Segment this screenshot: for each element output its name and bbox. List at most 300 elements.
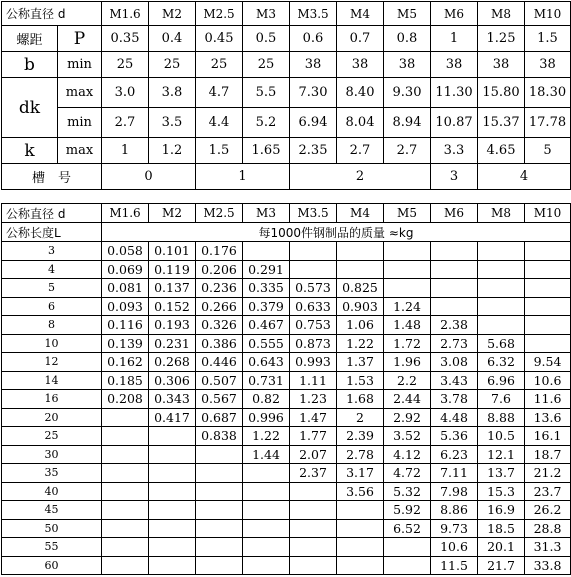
k-value: 1 [102,138,149,164]
mass-cell: 0.116 [102,316,149,335]
length-cell: 45 [2,501,102,520]
dk-max-label: max [58,78,102,108]
mass-cell: 0.343 [149,390,196,409]
dk-max-value: 4.7 [196,78,243,108]
mass-cell: 0.176 [196,242,243,261]
mass-cell: 13.6 [525,408,571,427]
mass-cell: 1.77 [290,427,337,446]
mass-nominal-label: 公称直径 d [2,204,102,223]
mass-cell: 0.507 [196,371,243,390]
table-row [2,427,571,446]
pitch-value: 0.45 [196,26,243,52]
k-value: 3.3 [431,138,478,164]
length-label: 公称长度L [2,223,102,242]
length-cell: 20 [2,408,102,427]
mass-cell [149,501,196,520]
mass-cell [290,501,337,520]
mass-cell [525,334,571,353]
mass-cell: 9.54 [525,353,571,372]
b-label: b [2,52,58,78]
mass-cell: 0.873 [290,334,337,353]
size-header: M6 [431,204,478,223]
slot-value: 2 [290,164,431,190]
mass-cell: 1.53 [337,371,384,390]
length-cell: 55 [2,538,102,557]
mass-cell [478,316,525,335]
table-row [2,297,571,316]
table-row [2,371,571,390]
mass-cell [384,242,431,261]
length-cell: 3 [2,242,102,261]
mass-cell: 0.903 [337,297,384,316]
mass-cell [525,316,571,335]
mass-cell: 0.326 [196,316,243,335]
mass-cell: 4.12 [384,445,431,464]
dk-min-label: min [58,108,102,138]
mass-cell: 31.3 [525,538,571,557]
mass-cell [102,556,149,575]
mass-cell: 0.446 [196,353,243,372]
mass-cell: 16.9 [478,501,525,520]
mass-cell: 0.731 [243,371,290,390]
k-value: 5 [525,138,571,164]
pitch-value: 0.35 [102,26,149,52]
pitch-value: 0.5 [243,26,290,52]
dk-min-value: 4.4 [196,108,243,138]
mass-cell [102,501,149,520]
mass-cell: 1.48 [384,316,431,335]
mass-cell: 0.993 [290,353,337,372]
mass-cell: 5.32 [384,482,431,501]
mass-cell [243,538,290,557]
size-header: M8 [478,2,525,26]
mass-cell: 0.687 [196,408,243,427]
mass-cell [196,556,243,575]
mass-cell [149,482,196,501]
mass-cell [102,427,149,446]
mass-cell: 3.78 [431,390,478,409]
mass-cell: 11.6 [525,390,571,409]
dk-max-row [2,78,571,108]
size-header: M5 [384,2,431,26]
mass-cell [525,297,571,316]
mass-cell: 0.996 [243,408,290,427]
mass-cell [525,260,571,279]
mass-cell: 0.139 [102,334,149,353]
mass-cell: 3.56 [337,482,384,501]
mass-cell: 2.38 [431,316,478,335]
mass-cell [478,242,525,261]
dk-max-value: 5.5 [243,78,290,108]
b-value: 38 [290,52,337,78]
mass-cell: 1.24 [384,297,431,316]
table-row [2,556,571,575]
table-row [2,519,571,538]
mass-cell: 5.36 [431,427,478,446]
dk-max-value: 8.40 [337,78,384,108]
mass-cell: 2.37 [290,464,337,483]
size-header: M2 [149,2,196,26]
table-row [2,353,571,372]
mass-cell: 26.2 [525,501,571,520]
mass-cell: 0.101 [149,242,196,261]
pitch-value: 1.25 [478,26,525,52]
table-row [2,242,571,261]
b-value: 25 [149,52,196,78]
length-cell: 16 [2,390,102,409]
mass-cell: 4.72 [384,464,431,483]
mass-cell: 0.119 [149,260,196,279]
mass-cell: 0.753 [290,316,337,335]
k-label: k [2,138,58,164]
mass-cell: 1.68 [337,390,384,409]
mass-cell [478,279,525,298]
mass-cell: 3.17 [337,464,384,483]
mass-cell: 0.137 [149,279,196,298]
k-value: 4.65 [478,138,525,164]
mass-cell: 0.573 [290,279,337,298]
size-header: M3 [243,204,290,223]
table-row [2,501,571,520]
size-header: M8 [478,204,525,223]
pitch-value: 0.8 [384,26,431,52]
mass-cell [525,279,571,298]
dk-min-value: 6.94 [290,108,337,138]
mass-cell: 0.335 [243,279,290,298]
slot-value: 1 [196,164,290,190]
slot-row [2,164,571,190]
mass-cell [243,482,290,501]
mass-header-row [2,204,571,223]
mass-cell [196,538,243,557]
mass-cell [384,260,431,279]
mass-cell [337,260,384,279]
mass-cell [149,445,196,464]
mass-cell [431,279,478,298]
mass-title: 每1000件钢制品的质量 ≈kg [102,223,571,242]
dk-min-value: 17.78 [525,108,571,138]
dk-max-value: 9.30 [384,78,431,108]
mass-cell: 8.86 [431,501,478,520]
length-cell: 5 [2,279,102,298]
mass-cell [525,242,571,261]
mass-cell: 6.32 [478,353,525,372]
pitch-value: 1 [431,26,478,52]
mass-cell [149,427,196,446]
mass-cell: 10.5 [478,427,525,446]
length-cell: 8 [2,316,102,335]
mass-cell [290,556,337,575]
mass-cell: 0.093 [102,297,149,316]
dk-min-value: 10.87 [431,108,478,138]
mass-cell: 3.52 [384,427,431,446]
mass-cell [290,260,337,279]
slot-label: 槽 号 [2,164,102,190]
length-cell: 6 [2,297,102,316]
dk-label: dk [2,78,58,138]
b-value: 25 [102,52,149,78]
spec-header-row [2,2,571,26]
table-row [2,390,571,409]
mass-cell: 1.37 [337,353,384,372]
mass-cell: 1.47 [290,408,337,427]
dk-min-value: 3.5 [149,108,196,138]
mass-cell [337,556,384,575]
mass-cell [290,482,337,501]
dk-min-value: 15.37 [478,108,525,138]
mass-cell [102,445,149,464]
table-row [2,445,571,464]
b-value: 38 [431,52,478,78]
mass-cell: 0.838 [196,427,243,446]
mass-cell: 0.206 [196,260,243,279]
mass-cell: 1.06 [337,316,384,335]
mass-cell [102,464,149,483]
mass-cell [337,501,384,520]
mass-cell: 16.1 [525,427,571,446]
size-header: M2.5 [196,204,243,223]
table-row [2,464,571,483]
mass-cell: 0.643 [243,353,290,372]
length-cell: 4 [2,260,102,279]
k-value: 2.7 [384,138,431,164]
mass-cell [243,556,290,575]
mass-cell [102,519,149,538]
table-row [2,279,571,298]
mass-cell [337,538,384,557]
pitch-row [2,26,571,52]
mass-cell [243,519,290,538]
mass-cell [196,501,243,520]
length-cell: 25 [2,427,102,446]
mass-cell: 21.7 [478,556,525,575]
mass-cell [337,519,384,538]
mass-cell: 0.069 [102,260,149,279]
table-row [2,316,571,335]
mass-table-body [2,204,571,575]
mass-cell: 18.5 [478,519,525,538]
k-value: 2.35 [290,138,337,164]
mass-cell [102,538,149,557]
mass-cell: 1.96 [384,353,431,372]
mass-cell [243,242,290,261]
table-row [2,538,571,557]
mass-cell: 9.73 [431,519,478,538]
mass-cell: 0.467 [243,316,290,335]
mass-cell: 21.2 [525,464,571,483]
size-header: M3.5 [290,204,337,223]
mass-cell: 23.7 [525,482,571,501]
mass-cell [196,464,243,483]
mass-cell: 28.8 [525,519,571,538]
mass-cell: 0.152 [149,297,196,316]
mass-title-row [2,223,571,242]
b-value: 25 [196,52,243,78]
mass-cell [337,242,384,261]
mass-cell: 0.162 [102,353,149,372]
mass-cell: 0.185 [102,371,149,390]
length-cell: 60 [2,556,102,575]
mass-cell: 7.98 [431,482,478,501]
mass-cell [431,297,478,316]
b-value: 38 [337,52,384,78]
mass-cell: 2.2 [384,371,431,390]
mass-cell [149,556,196,575]
mass-cell [196,482,243,501]
mass-cell [196,519,243,538]
dk-min-value: 2.7 [102,108,149,138]
mass-cell: 2.44 [384,390,431,409]
dk-max-value: 7.30 [290,78,337,108]
size-header: M5 [384,204,431,223]
size-header: M4 [337,2,384,26]
mass-cell: 7.11 [431,464,478,483]
dk-min-row [2,108,571,138]
pitch-symbol: P [58,26,102,52]
b-value: 38 [384,52,431,78]
length-cell: 50 [2,519,102,538]
mass-cell: 2 [337,408,384,427]
mass-cell [431,260,478,279]
mass-cell [243,464,290,483]
dk-max-value: 18.30 [525,78,571,108]
table-row [2,408,571,427]
slot-value: 4 [478,164,571,190]
size-header: M6 [431,2,478,26]
mass-table [1,203,571,575]
dk-max-value: 15.80 [478,78,525,108]
size-header: M3.5 [290,2,337,26]
length-cell: 30 [2,445,102,464]
mass-cell: 0.236 [196,279,243,298]
mass-cell [384,279,431,298]
mass-cell: 6.52 [384,519,431,538]
mass-cell [384,556,431,575]
mass-cell: 0.633 [290,297,337,316]
pitch-label: 螺距 [2,26,58,52]
k-value: 2.7 [337,138,384,164]
mass-cell: 0.193 [149,316,196,335]
mass-cell: 5.68 [478,334,525,353]
mass-cell: 18.7 [525,445,571,464]
pitch-value: 0.6 [290,26,337,52]
mass-cell: 0.081 [102,279,149,298]
length-cell: 12 [2,353,102,372]
mass-cell: 1.22 [243,427,290,446]
mass-cell: 1.72 [384,334,431,353]
mass-cell: 15.3 [478,482,525,501]
pitch-value: 1.5 [525,26,571,52]
nominal-diameter-label: 公称直径 d [2,2,102,26]
mass-cell: 6.96 [478,371,525,390]
mass-cell: 0.567 [196,390,243,409]
mass-cell: 0.268 [149,353,196,372]
mass-cell [478,260,525,279]
size-header: M2.5 [196,2,243,26]
dk-max-value: 3.8 [149,78,196,108]
b-row [2,52,571,78]
table-row [2,260,571,279]
mass-cell: 3.43 [431,371,478,390]
mass-cell [290,538,337,557]
size-header: M2 [149,204,196,223]
mass-cell: 0.82 [243,390,290,409]
mass-cell: 0.266 [196,297,243,316]
mass-cell: 10.6 [525,371,571,390]
mass-cell: 5.92 [384,501,431,520]
k-value: 1.65 [243,138,290,164]
size-header: M3 [243,2,290,26]
mass-cell: 1.23 [290,390,337,409]
mass-cell: 0.825 [337,279,384,298]
mass-cell: 11.5 [431,556,478,575]
mass-cell [290,242,337,261]
size-header: M1.6 [102,2,149,26]
b-value: 25 [243,52,290,78]
k-value: 1.2 [149,138,196,164]
mass-cell: 2.07 [290,445,337,464]
mass-cell [290,519,337,538]
table-row [2,482,571,501]
mass-cell: 0.379 [243,297,290,316]
mass-cell [243,501,290,520]
k-row [2,138,571,164]
dk-min-value: 8.04 [337,108,384,138]
mass-cell: 33.8 [525,556,571,575]
size-header: M1.6 [102,204,149,223]
mass-cell: 3.08 [431,353,478,372]
size-header: M10 [525,204,571,223]
dk-max-value: 3.0 [102,78,149,108]
b-sub-label: min [58,52,102,78]
mass-cell: 20.1 [478,538,525,557]
mass-cell [478,297,525,316]
table-row [2,334,571,353]
mass-cell: 2.92 [384,408,431,427]
length-cell: 35 [2,464,102,483]
pitch-value: 0.7 [337,26,384,52]
k-sub-label: max [58,138,102,164]
mass-cell: 1.22 [337,334,384,353]
dk-max-value: 11.30 [431,78,478,108]
mass-cell [384,538,431,557]
size-header: M10 [525,2,571,26]
mass-cell: 0.417 [149,408,196,427]
mass-cell: 0.306 [149,371,196,390]
length-cell: 10 [2,334,102,353]
mass-cell: 1.44 [243,445,290,464]
mass-cell: 4.48 [431,408,478,427]
slot-value: 0 [102,164,196,190]
mass-cell [149,538,196,557]
mass-cell: 2.73 [431,334,478,353]
mass-cell: 7.6 [478,390,525,409]
mass-cell: 0.291 [243,260,290,279]
mass-cell [149,519,196,538]
mass-cell: 0.555 [243,334,290,353]
mass-cell: 1.11 [290,371,337,390]
mass-cell [196,445,243,464]
mass-cell [102,482,149,501]
mass-cell: 0.208 [102,390,149,409]
mass-cell [431,242,478,261]
mass-cell: 2.78 [337,445,384,464]
mass-cell: 0.058 [102,242,149,261]
k-value: 1.5 [196,138,243,164]
mass-cell: 13.7 [478,464,525,483]
slot-value: 3 [431,164,478,190]
dk-min-value: 5.2 [243,108,290,138]
